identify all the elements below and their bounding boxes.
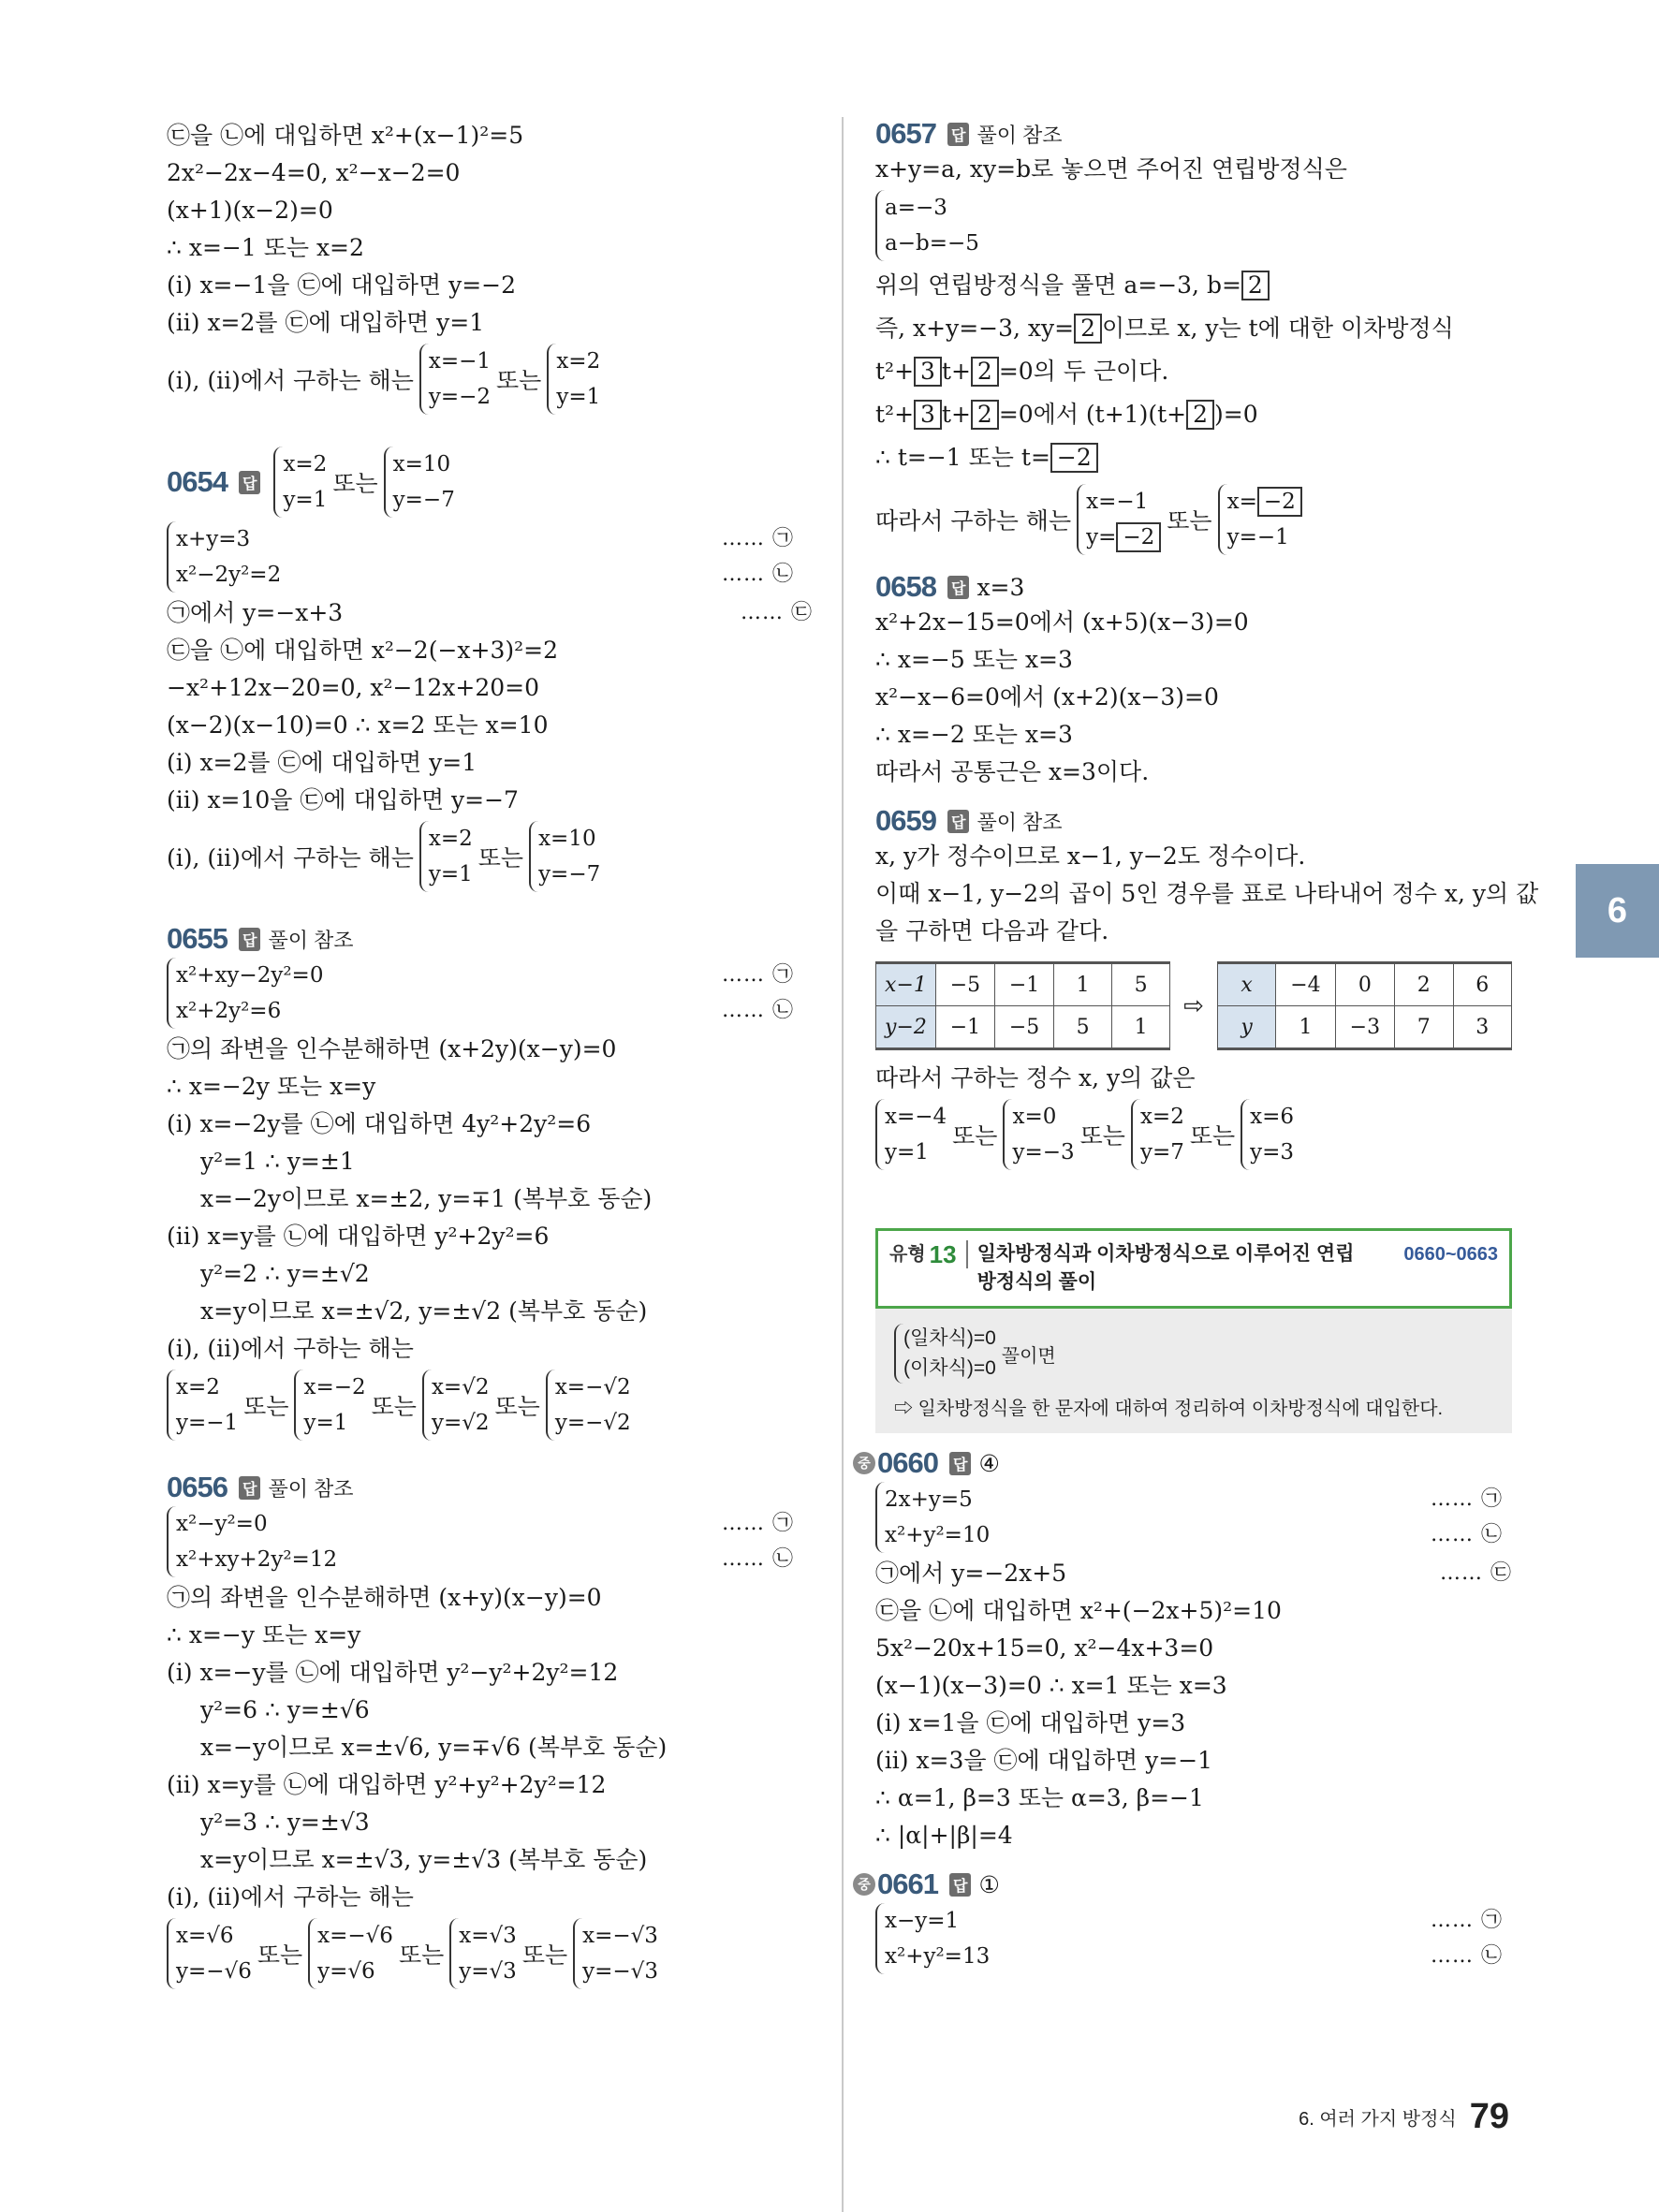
text: y=	[1086, 525, 1117, 549]
eq: y=−1	[176, 1411, 239, 1435]
eq: (이차식)=0	[903, 1357, 996, 1379]
marker: …… ㉢	[741, 601, 813, 624]
eq: y=−√3	[582, 1959, 658, 1984]
answer-tag: 답	[947, 810, 969, 833]
solution-line	[167, 594, 813, 632]
solution-line: ∴ x=−5 또는 x=3	[875, 646, 1073, 673]
answer-text: 풀이 참조	[268, 1476, 354, 1501]
eq: y=1	[885, 1140, 929, 1165]
marker: …… ㉢	[1440, 1561, 1512, 1585]
marker: …… ㉠	[1431, 1487, 1503, 1511]
eq: y=√3	[459, 1959, 517, 1984]
system-brace	[547, 344, 600, 415]
solution-line: ㉠의 좌변을 인수분해하면 (x+2y)(x−y)=0	[167, 1035, 617, 1062]
answer-text: ④	[978, 1449, 1000, 1477]
answer-tag: 답	[239, 928, 260, 951]
problem-0657-header	[875, 117, 1512, 151]
marker: …… ㉡	[722, 1547, 794, 1571]
eq: x=−2	[303, 1375, 366, 1399]
table-header: x−1	[876, 963, 936, 1006]
eq: x²−2y²=2	[176, 563, 282, 587]
final-solution	[875, 482, 1512, 557]
system-brace	[449, 1918, 517, 1989]
table-header: x	[1217, 963, 1275, 1006]
problem-0660-header	[853, 1446, 1512, 1480]
eq: y=3	[1250, 1140, 1295, 1165]
page-number: 79	[1469, 2097, 1509, 2136]
solution-line: ∴ |α|+|β|=4	[875, 1822, 1013, 1849]
table-cell: −5	[995, 1006, 1054, 1049]
table-cell: −1	[995, 963, 1054, 1006]
blank-box: −2	[1050, 443, 1098, 473]
eq: x=√3	[459, 1924, 517, 1948]
eq: x²+xy−2y²=0	[176, 963, 324, 988]
eq: x=−√3	[582, 1924, 658, 1948]
solution-line: (ⅰ), (ⅱ)에서 구하는 해는	[167, 1883, 414, 1911]
problem-0661-header	[853, 1868, 1512, 1901]
eq: x²−y²=0	[176, 1512, 268, 1536]
eq: x=−1	[1086, 490, 1149, 514]
problem-0656-header	[167, 1471, 813, 1504]
solution-line: x, y가 정수이므로 x−1, y−2도 정수이다.	[875, 842, 1306, 870]
problem-0655-header	[167, 922, 813, 956]
table-header: y−2	[876, 1006, 936, 1049]
answer-text: 풀이 참조	[268, 928, 354, 952]
problem-number: 0655	[167, 922, 228, 955]
given-system	[167, 521, 807, 593]
eq: x=2	[428, 827, 473, 851]
text: t²+	[875, 401, 915, 428]
problem-0658-header	[875, 570, 1512, 604]
difficulty-badge: 중	[853, 1452, 875, 1474]
final-solution	[167, 1916, 813, 1991]
solution-line: ∴ x=−y 또는 x=y	[167, 1621, 361, 1648]
answer-tag: 답	[949, 1873, 971, 1897]
solution-line: y²=3 ∴ y=±√3	[200, 1809, 370, 1836]
answer-tag: 답	[239, 1476, 260, 1500]
final-solution	[167, 819, 813, 894]
eq: y=1	[428, 862, 473, 886]
solution-line: (ⅰ) x=1을 ㉢에 대입하면 y=3	[875, 1709, 1186, 1736]
eq: x=2	[176, 1375, 220, 1399]
chapter-title: 6. 여러 가지 방정식	[1299, 2109, 1457, 2130]
eq: (일차식)=0	[903, 1327, 996, 1349]
or-word: 또는	[257, 1941, 303, 1969]
system-brace	[308, 1918, 393, 1989]
or-word: 또는	[521, 1941, 568, 1969]
intro-line-3: (x+1)(x−2)=0	[167, 197, 333, 224]
system-brace	[875, 1099, 947, 1170]
solution-line: (ⅱ) x=10을 ㉢에 대입하면 y=−7	[167, 786, 519, 813]
text: 이므로 x, y는 t에 대한 이차방정식	[1101, 315, 1454, 342]
given-system	[167, 1506, 807, 1577]
eq	[1086, 520, 1161, 555]
eq: x=2	[1139, 1105, 1184, 1129]
eq: y=−2	[428, 385, 492, 409]
solution-line: ㉢을 ㉡에 대입하면 x²+(−2x+5)²=10	[875, 1597, 1282, 1624]
system-brace	[573, 1918, 658, 1989]
intro-line-4: ∴ x=−1 또는 x=2	[167, 234, 364, 261]
solution-line: (ⅰ) x=−y를 ㉡에 대입하면 y²−y²+2y²=12	[167, 1659, 619, 1686]
type-13-header	[875, 1228, 1512, 1309]
final-solution	[875, 1097, 1512, 1172]
page-footer	[1299, 2097, 1509, 2137]
solution-line	[875, 396, 1512, 433]
type-title: 일차방정식과 이차방정식으로 이루어진 연립방정식의 풀이	[976, 1243, 1355, 1293]
solution-lead: 따라서 구하는 해는	[875, 507, 1072, 535]
solution-line	[875, 267, 1512, 304]
eq: a=−3	[885, 196, 947, 220]
solution-line: (ⅰ), (ⅱ)에서 구하는 해는	[167, 1335, 414, 1362]
problem-0654-header	[167, 445, 813, 520]
text: ∴ t=−1 또는 t=	[875, 444, 1050, 471]
eq: x=10	[538, 827, 596, 851]
value-tables	[875, 961, 1512, 1050]
problem-number: 0659	[875, 804, 936, 837]
solution-line: 5x²−20x+15=0, x²−4x+3=0	[875, 1634, 1214, 1662]
system-brace	[546, 1370, 631, 1441]
solution-line: (ⅱ) x=3을 ㉢에 대입하면 y=−1	[875, 1747, 1213, 1774]
eq: 2x+y=5	[885, 1487, 973, 1512]
solution-line: ㉠의 좌변을 인수분해하면 (x+y)(x−y)=0	[167, 1584, 602, 1611]
eq: y=−7	[392, 488, 455, 512]
eq: x²+y²=13	[885, 1944, 991, 1969]
type-system	[894, 1322, 1493, 1385]
table-cell: 3	[1453, 1006, 1511, 1049]
solution-line	[875, 310, 1512, 347]
or-word: 또는	[477, 844, 524, 872]
eq: x=−√2	[554, 1375, 631, 1399]
or-word: 또는	[494, 1393, 540, 1420]
or-word: 또는	[952, 1122, 998, 1150]
text: t+	[941, 401, 971, 428]
given-system	[875, 1903, 1506, 1974]
system-brace	[529, 821, 600, 892]
eq: x=−4	[885, 1105, 947, 1129]
solution-line: (x−1)(x−3)=0 ∴ x=1 또는 x=3	[875, 1672, 1227, 1699]
type-13-body	[875, 1309, 1512, 1433]
table-cell: 6	[1453, 963, 1511, 1006]
or-word: 또는	[1167, 507, 1212, 535]
problem-number: 0658	[875, 570, 936, 603]
solution-line: 을 구하면 다음과 같다.	[875, 917, 1109, 945]
intro-line-5: (ⅰ) x=−1을 ㉢에 대입하면 y=−2	[167, 271, 517, 299]
marker: …… ㉠	[1431, 1909, 1503, 1932]
text: ㉠에서 y=−2x+5	[875, 1560, 1067, 1587]
or-word: 또는	[332, 470, 378, 497]
eq: x=2	[556, 349, 601, 374]
answer-text: x=3	[976, 573, 1025, 601]
table-cell: −3	[1335, 1006, 1394, 1049]
marker: …… ㉠	[722, 963, 794, 987]
answer-tag: 답	[947, 123, 969, 146]
blank-box: 3	[914, 357, 942, 387]
blank-box: 2	[1074, 314, 1102, 344]
solution-line: ㉢을 ㉡에 대입하면 x²−2(−x+3)²=2	[167, 637, 558, 664]
problem-number: 0657	[875, 117, 936, 150]
solution-lead: (ⅰ), (ⅱ)에서 구하는 해는	[167, 367, 414, 394]
system-brace	[1241, 1099, 1294, 1170]
problem-number: 0661	[877, 1868, 938, 1900]
eq: x−y=1	[885, 1909, 960, 1933]
solution-line: x=−y이므로 x=±√6, y=∓√6 (복부호 동순)	[200, 1734, 668, 1761]
marker: …… ㉡	[722, 563, 794, 586]
eq: x+y=3	[176, 527, 251, 551]
solution-line: 따라서 구하는 정수 x, y의 값은	[875, 1064, 1196, 1091]
problem-0659-header	[875, 804, 1512, 838]
marker: …… ㉠	[722, 527, 794, 550]
marker: …… ㉡	[722, 999, 794, 1022]
solution-line: (ⅰ) x=−2y를 ㉡에 대입하면 4y²+2y²=6	[167, 1110, 592, 1137]
solution-line: x=y이므로 x=±√2, y=±√2 (복부호 동순)	[200, 1297, 648, 1325]
given-system	[875, 190, 1506, 261]
eq: x=√6	[176, 1924, 234, 1948]
answer-text: ①	[978, 1870, 1000, 1898]
solution-line: (ⅱ) x=y를 ㉡에 대입하면 y²+2y²=6	[167, 1223, 550, 1250]
eq: x=6	[1250, 1105, 1295, 1129]
eq: x²+2y²=6	[176, 999, 282, 1023]
solution-line: (ⅰ) x=2를 ㉢에 대입하면 y=1	[167, 749, 477, 776]
blank-box: −2	[1116, 522, 1161, 552]
left-column	[167, 117, 813, 1991]
xy-table	[1217, 961, 1512, 1050]
right-column	[858, 117, 1539, 1976]
blank-box: 2	[1241, 271, 1270, 300]
table-cell: 5	[1112, 963, 1170, 1006]
text: =0의 두 근이다.	[998, 358, 1169, 385]
eq: y=√6	[317, 1959, 375, 1984]
eq: x=√2	[431, 1375, 490, 1399]
eq: x²+xy+2y²=12	[176, 1547, 338, 1572]
system-brace	[422, 1370, 490, 1441]
or-word: 또는	[398, 1941, 445, 1969]
solution-line: ∴ x=−2y 또는 x=y	[167, 1073, 376, 1100]
solution-line: x=−2y이므로 x=±2, y=∓1 (복부호 동순)	[200, 1185, 653, 1212]
type-range: 0660~0663	[1403, 1244, 1498, 1265]
table-cell: 1	[1054, 963, 1112, 1006]
type-label: 유형	[889, 1244, 926, 1265]
intro-line-1: ㉢을 ㉡에 대입하면 x²+(x−1)²=5	[167, 122, 524, 149]
eq: x=−√6	[317, 1924, 393, 1948]
eq: y=1	[283, 488, 328, 512]
answer-tag: 답	[947, 576, 969, 599]
intro-line-2: 2x²−2x−4=0, x²−x−2=0	[167, 159, 461, 186]
table-cell: 1	[1276, 1006, 1335, 1049]
eq: x=2	[283, 452, 328, 476]
eq: y=−√2	[554, 1411, 631, 1435]
table-cell: −4	[1276, 963, 1335, 1006]
blank-box: 3	[914, 400, 942, 430]
table-header: y	[1217, 1006, 1275, 1049]
table-cell: 1	[1112, 1006, 1170, 1049]
eq	[1227, 484, 1302, 520]
or-word: 또는	[1189, 1122, 1236, 1150]
text: t²+	[875, 358, 915, 385]
blank-box: 2	[971, 357, 999, 387]
or-word: 또는	[371, 1393, 417, 1420]
blank-box: −2	[1257, 487, 1302, 517]
table-cell: −5	[935, 963, 994, 1006]
table-cell: 7	[1395, 1006, 1453, 1049]
intro-line-6: (ⅱ) x=2를 ㉢에 대입하면 y=1	[167, 309, 485, 336]
final-solution	[167, 1368, 813, 1443]
answer-system	[384, 447, 455, 518]
eq: y=√2	[431, 1411, 490, 1435]
eq: x=−1	[428, 349, 491, 374]
answer-tag: 답	[949, 1452, 971, 1475]
solution-line	[875, 1555, 1512, 1592]
eq: a−b=−5	[885, 231, 979, 256]
eq: x=0	[1012, 1105, 1057, 1129]
chapter-tab: 6	[1576, 864, 1659, 958]
arrow-icon: ⇨	[1183, 991, 1204, 1020]
solution-line	[875, 353, 1512, 390]
difficulty-badge: 중	[853, 1873, 875, 1896]
solution-line: ∴ x=−2 또는 x=3	[875, 721, 1073, 748]
answer-text: 풀이 참조	[976, 810, 1063, 834]
eq: y=−√6	[176, 1959, 252, 1984]
solution-line: y²=2 ∴ y=±√2	[200, 1260, 370, 1287]
given-system	[167, 958, 807, 1029]
solution-line: 따라서 공통근은 x=3이다.	[875, 758, 1150, 785]
blank-box: 2	[971, 400, 999, 430]
system-brace	[167, 1370, 238, 1441]
system-brace	[294, 1370, 365, 1441]
system-brace	[1003, 1099, 1074, 1170]
text: )=0	[1214, 401, 1258, 428]
marker: …… ㉠	[722, 1512, 794, 1535]
solution-line: x²−x−6=0에서 (x+2)(x−3)=0	[875, 683, 1219, 710]
product-table	[875, 961, 1170, 1050]
solution-line: (x−2)(x−10)=0 ∴ x=2 또는 x=10	[167, 711, 549, 739]
solution-line: 이때 x−1, y−2의 곱이 5인 경우를 표로 나타내어 정수 x, y의 값	[875, 880, 1539, 907]
text: 위의 연립방정식을 풀면 a=−3, b=	[875, 271, 1241, 299]
or-word: 또는	[1079, 1122, 1125, 1150]
solution-line: x+y=a, xy=b로 놓으면 주어진 연립방정식은	[875, 155, 1347, 183]
eq: y=1	[556, 385, 601, 409]
problem-number: 0654	[167, 465, 228, 498]
column-divider	[842, 117, 844, 2212]
text: 꼴이면	[1001, 1345, 1056, 1367]
eq: x=10	[392, 452, 451, 476]
text: =0에서 (t+1)(t+	[998, 401, 1187, 428]
answer-system	[273, 447, 327, 518]
or-word: 또는	[496, 367, 542, 394]
system-brace	[1077, 484, 1161, 555]
type-number: 13	[930, 1240, 968, 1268]
marker: …… ㉡	[1431, 1944, 1503, 1968]
given-system	[875, 1482, 1506, 1553]
solution-line: x=y이므로 x=±√3, y=±√3 (복부호 동순)	[200, 1846, 648, 1873]
or-word: 또는	[243, 1393, 289, 1420]
text: ㉠에서 y=−x+3	[167, 599, 344, 626]
solution-line: ∴ α=1, β=3 또는 α=3, β=−1	[875, 1784, 1204, 1811]
text: t+	[941, 358, 971, 385]
system-brace	[1218, 484, 1302, 555]
intro-solution	[167, 342, 813, 417]
text: 즉, x+y=−3, xy=	[875, 315, 1075, 342]
system-brace	[419, 344, 491, 415]
eq: y=−7	[538, 862, 601, 886]
solution-line: (ⅱ) x=y를 ㉡에 대입하면 y²+y²+2y²=12	[167, 1771, 607, 1798]
text: x=	[1226, 490, 1257, 514]
system-brace	[419, 821, 473, 892]
system-brace	[894, 1324, 996, 1384]
eq: y=1	[303, 1411, 348, 1435]
problem-number: 0660	[877, 1446, 938, 1479]
type-note: ⇨ 일차방정식을 한 문자에 대하여 정리하여 이차방정식에 대입한다.	[894, 1399, 1444, 1419]
solution-line	[875, 439, 1512, 476]
eq: x²+y²=10	[885, 1523, 991, 1547]
eq: y=7	[1139, 1140, 1184, 1165]
table-cell: 2	[1395, 963, 1453, 1006]
solution-line: −x²+12x−20=0, x²−12x+20=0	[167, 674, 540, 701]
answer-text: 풀이 참조	[976, 123, 1063, 147]
answer-tag: 답	[239, 471, 260, 494]
eq: y=−3	[1012, 1140, 1075, 1165]
solution-line: y²=1 ∴ y=±1	[200, 1148, 355, 1175]
solution-line: y²=6 ∴ y=±√6	[200, 1696, 370, 1723]
table-cell: 0	[1335, 963, 1394, 1006]
solution-lead: (ⅰ), (ⅱ)에서 구하는 해는	[167, 844, 414, 872]
eq: y=−1	[1226, 525, 1289, 549]
blank-box: 2	[1186, 400, 1214, 430]
table-cell: 5	[1054, 1006, 1112, 1049]
system-brace	[1131, 1099, 1184, 1170]
solution-line: x²+2x−15=0에서 (x+5)(x−3)=0	[875, 608, 1249, 636]
table-cell: −1	[935, 1006, 994, 1049]
marker: …… ㉡	[1431, 1523, 1503, 1546]
system-brace	[167, 1918, 252, 1989]
problem-number: 0656	[167, 1471, 228, 1503]
